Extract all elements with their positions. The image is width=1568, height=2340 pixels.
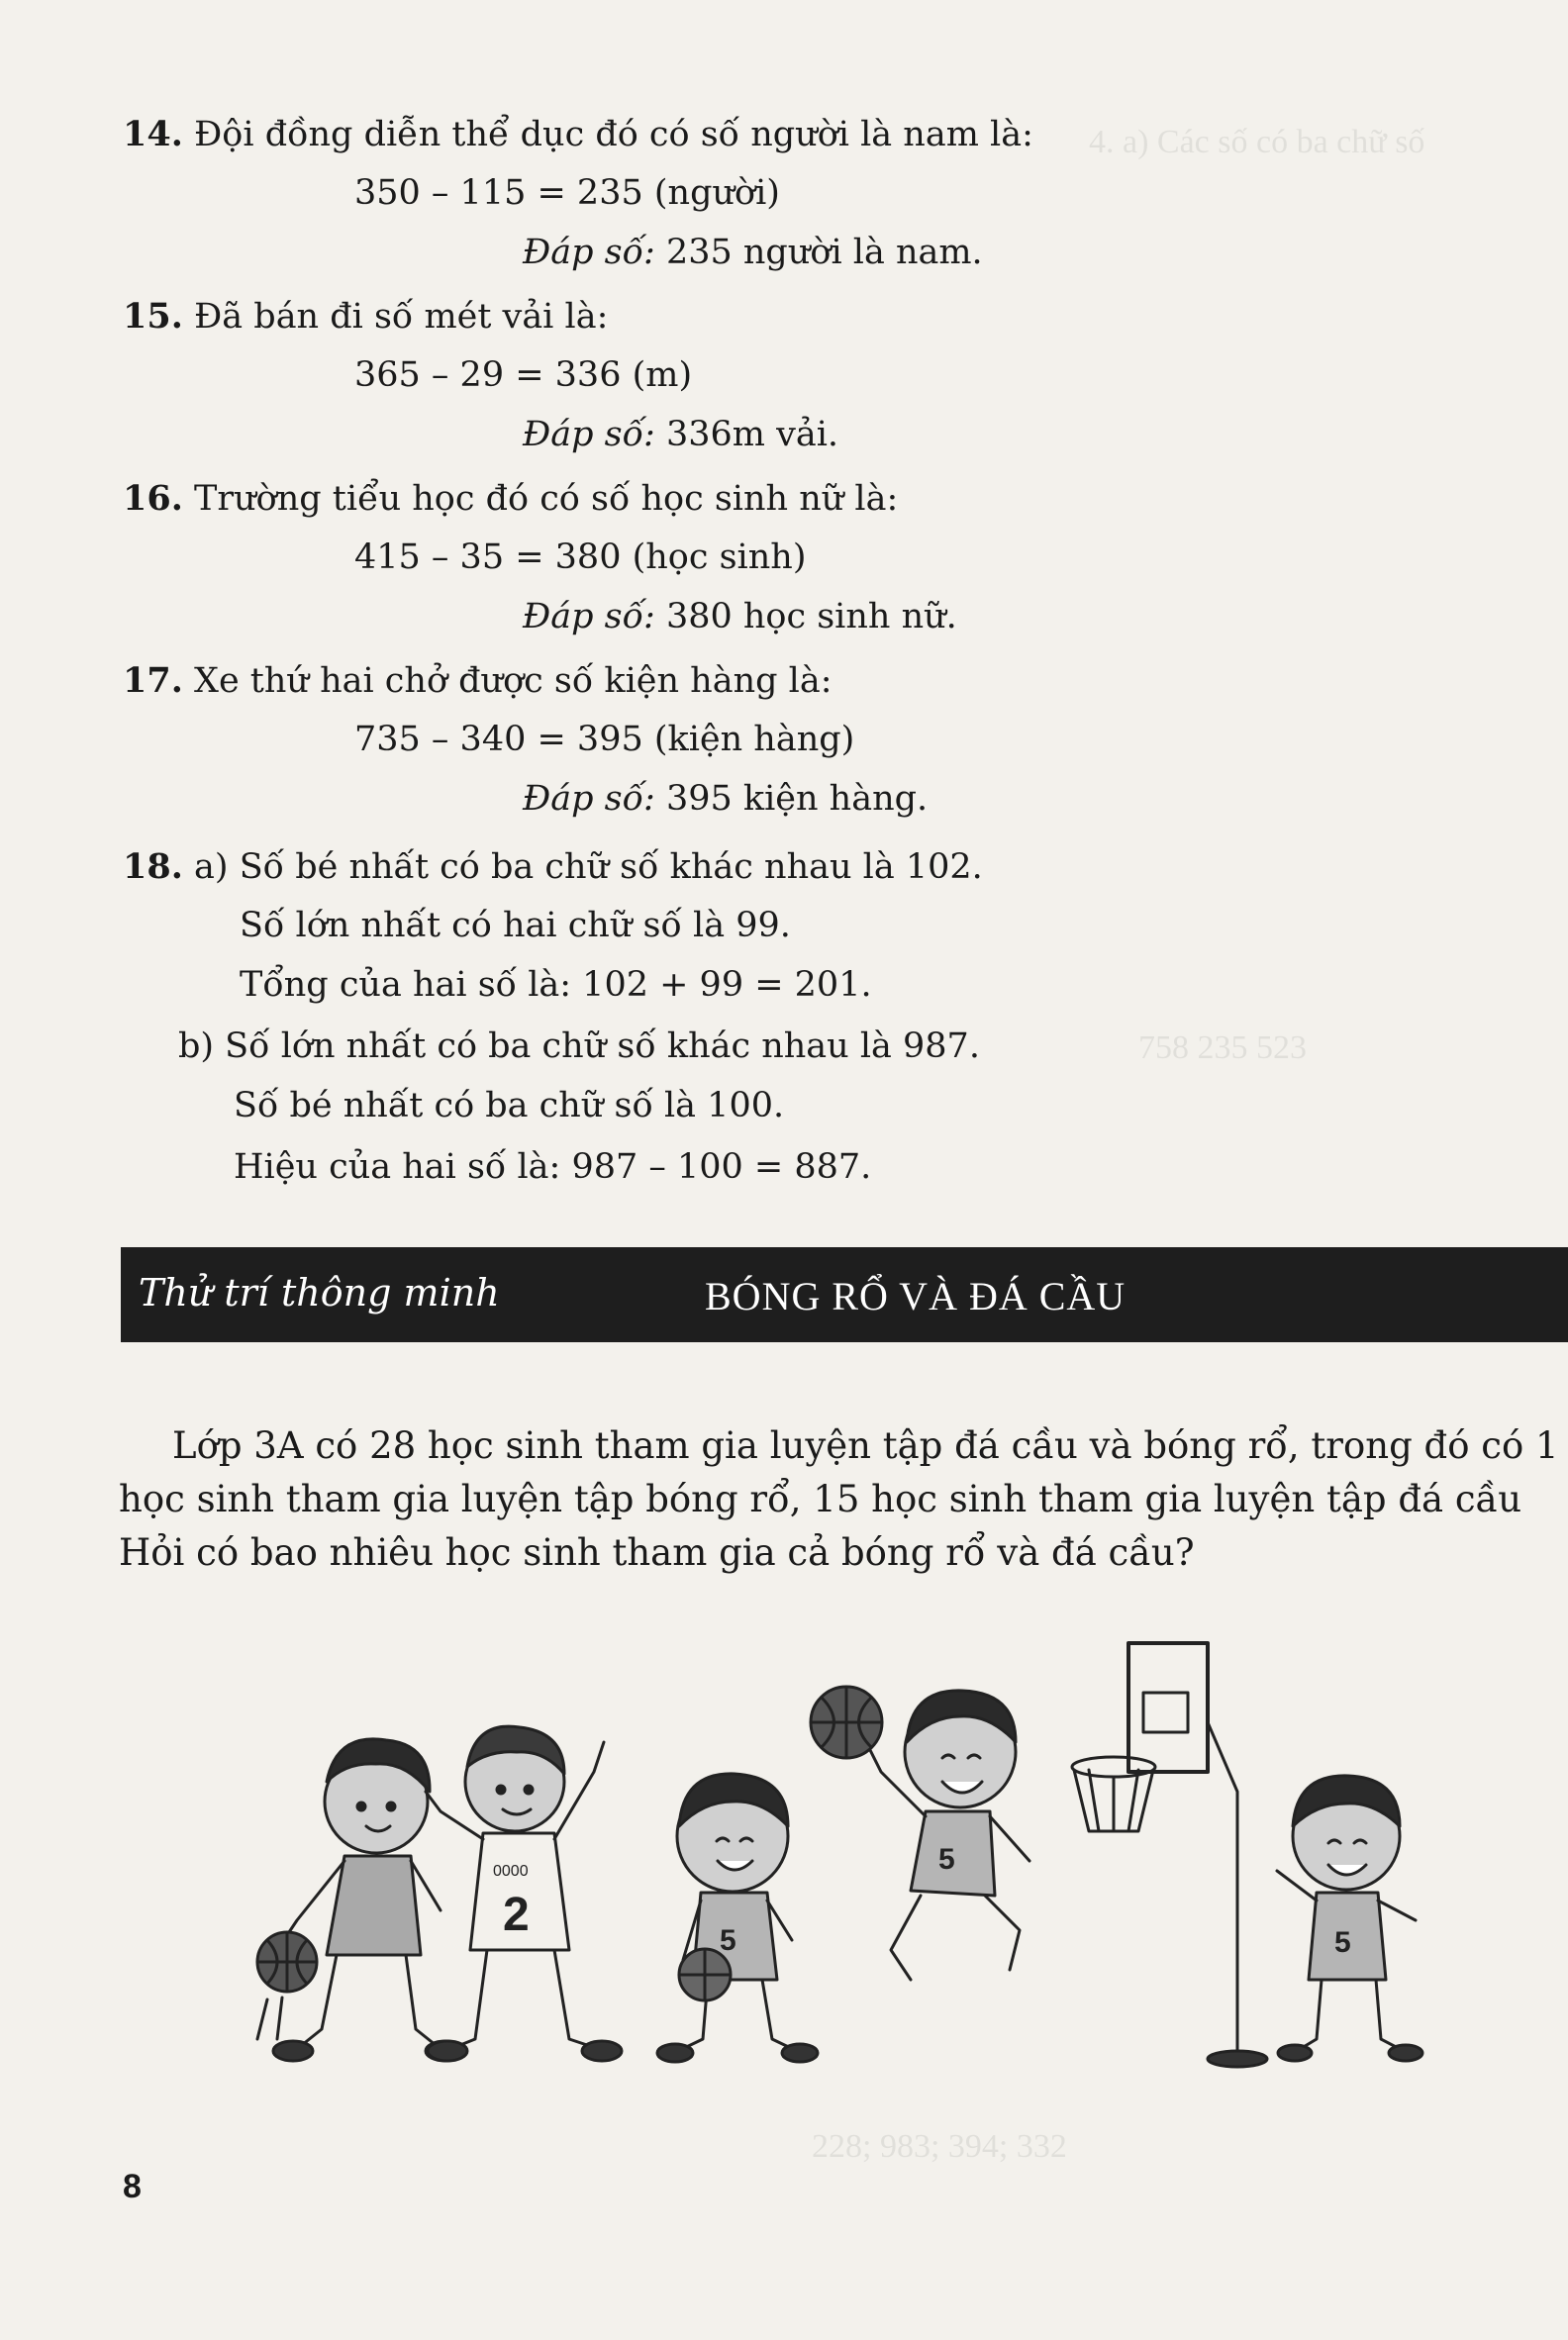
jersey-number-text: 5 [1334, 1926, 1351, 1959]
problem-15-answer: Đáp số: 336m vải. [523, 415, 839, 454]
puzzle-line-1: Lớp 3A có 28 học sinh tham gia luyện tập đá cầu và bóng rổ, trong đó có 1 [172, 1424, 1559, 1467]
problem-17-question: 17. Xe thứ hai chở được số kiện hàng là: [123, 660, 833, 701]
jersey-number-text: 5 [938, 1843, 955, 1876]
basketball-icon [811, 1687, 882, 1758]
basketball-icon [679, 1949, 731, 2000]
kid-jumping-illustration [861, 1691, 1029, 1980]
kid-cheering-illustration [1277, 1776, 1422, 2061]
problem-18-part-b-line3: Hiệu của hai số là: 987 – 100 = 887. [234, 1147, 872, 1187]
kid-defending-illustration [426, 1726, 622, 2061]
jersey-number-text: 2 [503, 1889, 530, 1941]
problem-14-answer: Đáp số: 235 người là nam. [523, 233, 983, 272]
problem-14-question: 14. Đội đồng diễn thể dục đó có số người là nam là: [123, 114, 1033, 154]
banner-section-label: Thử trí thông minh [139, 1271, 500, 1315]
problem-18-part-b-line2: Số bé nhất có ba chữ số là 100. [234, 1086, 785, 1125]
bleed-through-text: 758 235 523 [1138, 1029, 1307, 1066]
bleed-through-text: 228; 983; 394; 332 [812, 2128, 1067, 2165]
bleed-through-text: 4. a) Các số có ba chữ số [1089, 124, 1425, 160]
puzzle-line-3: Hỏi có bao nhiêu học sinh tham gia cả bóng rổ và đá cầu? [119, 1531, 1195, 1574]
banner-title: BÓNG RỔ VÀ ĐÁ CẦU [705, 1274, 1127, 1318]
problem-17-answer: Đáp số: 395 kiện hàng. [523, 779, 929, 819]
page-number: 8 [123, 2168, 142, 2205]
basketball-icon [257, 1932, 317, 2039]
problem-16-question: 16. Trường tiểu học đó có số học sinh nữ là: [123, 478, 899, 519]
section-banner [121, 1247, 1568, 1342]
puzzle-paragraph [119, 1419, 1568, 1580]
problem-14-calculation: 350 – 115 = 235 (người) [354, 173, 780, 213]
problem-16-answer: Đáp số: 380 học sinh nữ. [523, 597, 957, 636]
problem-18-part-a-line3: Tổng của hai số là: 102 + 99 = 201. [240, 965, 872, 1005]
puzzle-line-2: học sinh tham gia luyện tập bóng rổ, 15 học sinh tham gia luyện tập đá cầu [119, 1478, 1522, 1520]
kid-holding-ball-illustration [657, 1774, 818, 2062]
basketball-hoop-illustration [1072, 1643, 1267, 2067]
basketball-illustration [228, 1623, 1435, 2098]
kid-dribbling-illustration [273, 1739, 465, 2061]
problem-18-part-a-line1: 18. a) Số bé nhất có ba chữ số khác nhau là 102. [123, 846, 983, 887]
jersey-number-text: 5 [720, 1924, 736, 1957]
problem-15-calculation: 365 – 29 = 336 (m) [354, 355, 693, 395]
problem-18-part-b-line1: b) Số lớn nhất có ba chữ số khác nhau là 987. [178, 1026, 980, 1066]
problem-18-part-a-line2: Số lớn nhất có hai chữ số là 99. [240, 906, 791, 945]
problem-15-question: 15. Đã bán đi số mét vải là: [123, 296, 609, 337]
problem-17-calculation: 735 – 340 = 395 (kiện hàng) [354, 720, 855, 759]
problem-16-calculation: 415 – 35 = 380 (học sinh) [354, 537, 807, 577]
jersey-number-text: 0000 [493, 1863, 529, 1880]
